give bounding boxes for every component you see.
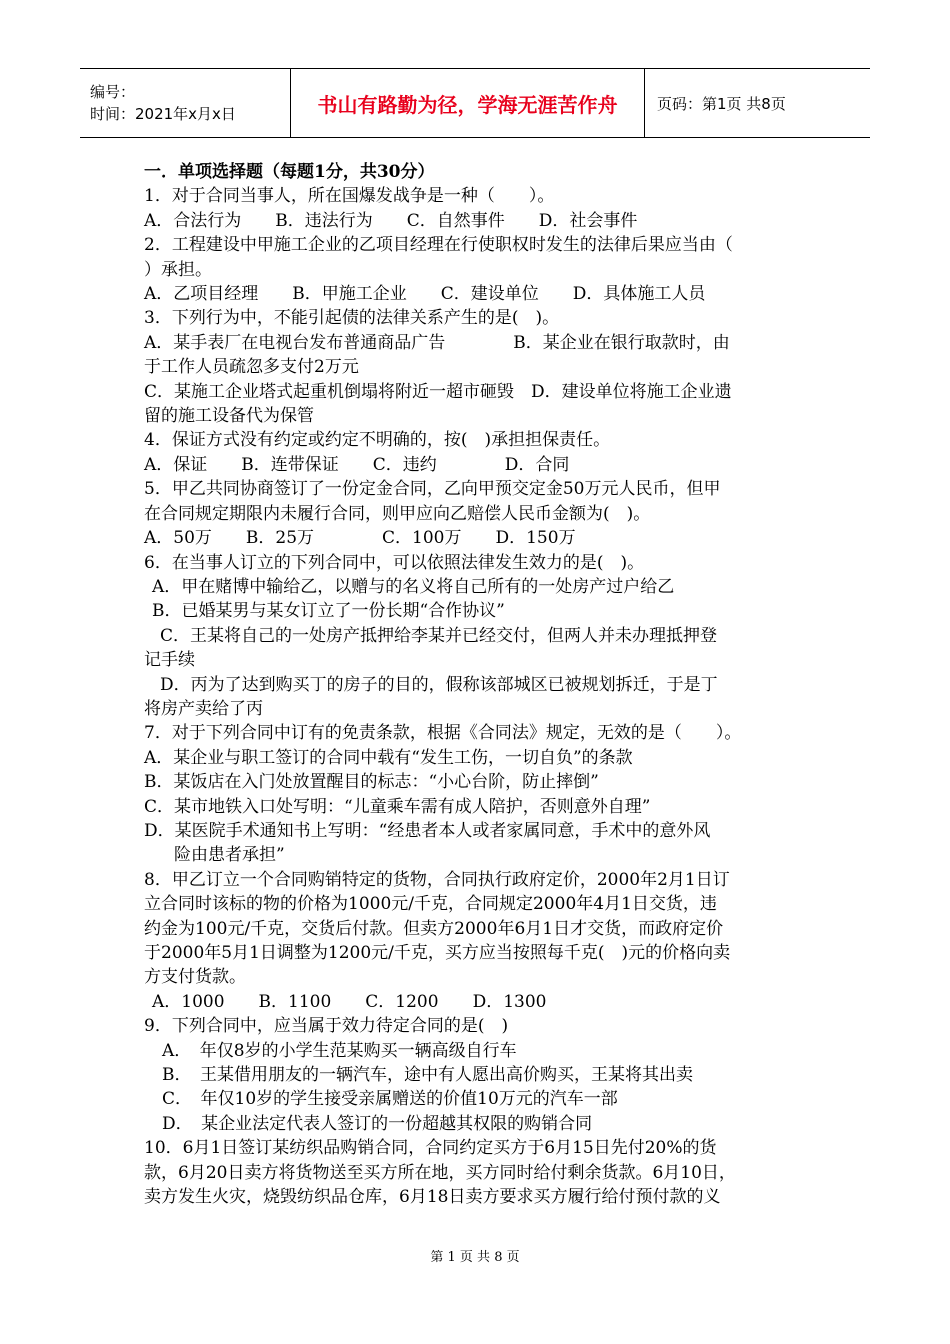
text-line: C．王某将自己的一处房产抵押给李某并已经交付，但两人并未办理抵押登 [160,625,718,646]
text-line: 在合同规定期限内未履行合同，则甲应向乙赔偿人民币金额为( )。 [144,503,651,524]
text-line: 款，6月20日卖方将货物送至买方所在地，买方同时给付剩余货款。6月10日， [144,1162,736,1183]
text-line: A．乙项目经理 B．甲施工企业 C．建设单位 D．具体施工人员 [144,284,706,305]
text-line: D． 某企业法定代表人签订的一份超越其权限的购销合同 [162,1113,593,1134]
text-line: A． 年仅8岁的小学生范某购买一辆高级自行车 [162,1040,517,1061]
text-line: 7．对于下列合同中订有的免责条款，根据《合同法》规定，无效的是（ ）。 [144,723,742,744]
text-line: B．已婚某男与某女订立了一份长期“合作协议” [152,601,505,622]
text-line: A．50万 B．25万 C．100万 D．150万 [144,528,576,549]
text-line: D．丙为了达到购买丁的房子的目的，假称该部城区已被规划拆迁，于是丁 [160,674,718,695]
text-line: 于工作人员疏忽多支付2万元 [144,357,359,378]
text-line: B．某饭店在入门处放置醒目的标志：“小心台阶，防止摔倒” [144,772,599,793]
text-line: 记手续 [144,650,195,671]
header-slogan: 书山有路勤为径，学海无涯苦作舟 [290,69,645,137]
text-line: 约金为100元/千克，交货后付款。但卖方2000年6月1日才交货，而政府定价 [144,918,724,939]
text-line: A．1000 B．1100 C．1200 D．1300 [152,991,547,1012]
text-line: A．某手表厂在电视台发布普通商品广告 B．某企业在银行取款时，由 [144,332,730,353]
text-line: D．某医院手术通知书上写明：“经患者本人或者家属同意，手术中的意外风 [144,820,711,841]
document-body [144,160,816,1209]
document-number-label: 编号： [90,83,136,101]
text-line: 3．下列行为中，不能引起债的法律关系产生的是( )。 [144,308,560,329]
text-line: A．某企业与职工签订的合同中载有“发生工伤，一切自负”的条款 [144,747,633,768]
text-line: 9．下列合同中，应当属于效力待定合同的是( ) [144,1016,509,1037]
text-line: 留的施工设备代为保管 [144,406,314,427]
text-line: 方支付货款。 [144,967,246,988]
text-line: ）承担。 [144,259,212,280]
text-line: 险由患者承担” [174,845,285,866]
document-date: 时间：2021年x月x日 [90,105,236,123]
text-line: 于2000年5月1日调整为1200元/千克，买方应当按照每千克( )元的价格向卖 [144,943,731,963]
text-line: 8．甲乙订立一个合同购销特定的货物，合同执行政府定价，2000年2月1日订 [144,869,730,890]
text-line: C．某市地铁入口处写明：“儿童乘车需有成人陪护，否则意外自理” [144,796,651,817]
text-line: 立合同时该标的物的价格为1000元/千克，合同规定2000年4月1日交货，违 [144,894,717,915]
section-title: 一．单项选择题（每题1分，共30分） [144,162,435,182]
text-line: 卖方发生火灾，烧毁纺织品仓库，6月18日卖方要求买方履行给付预付款的义 [144,1187,721,1208]
text-line: 10．6月1日签订某纺织品购销合同，合同约定买方于6月15日先付20%的货 [144,1138,717,1159]
text-line: 1．对于合同当事人，所在国爆发战争是一种（ ）。 [144,186,555,207]
text-line: C． 年仅10岁的学生接受亲属赠送的价值10万元的汽车一部 [162,1089,618,1110]
text-line: A．保证 B．连带保证 C．违约 D．合同 [144,454,570,475]
text-line: A．合法行为 B．违法行为 C．自然事件 D．社会事件 [144,210,638,231]
text-line: 2．工程建设中甲施工企业的乙项目经理在行使职权时发生的法律后果应当由（ [144,235,733,256]
page-footer: 第 1 页 共 8 页 [430,1250,520,1265]
header-page-info: 页码：第1页 共8页 [657,94,786,113]
text-line: 将房产卖给了丙 [144,698,263,719]
text-line: 6．在当事人订立的下列合同中，可以依照法律发生效力的是( )。 [144,552,645,573]
text-line: C．某施工企业塔式起重机倒塌将附近一超市砸毁 D．建设单位将施工企业遗 [144,381,732,402]
text-line: 5．甲乙共同协商签订了一份定金合同，乙向甲预交定金50万元人民币，但甲 [144,479,721,500]
header-meta [80,69,290,137]
text-line: B． 王某借用朋友的一辆汽车，途中有人愿出高价购买，王某将其出卖 [162,1065,693,1086]
text-line: A．甲在赌博中输给乙，以赠与的名义将自己所有的一处房产过户给乙 [152,576,675,597]
page-header [80,68,870,138]
text-line: 4．保证方式没有约定或约定不明确的，按( )承担担保责任。 [144,430,611,451]
